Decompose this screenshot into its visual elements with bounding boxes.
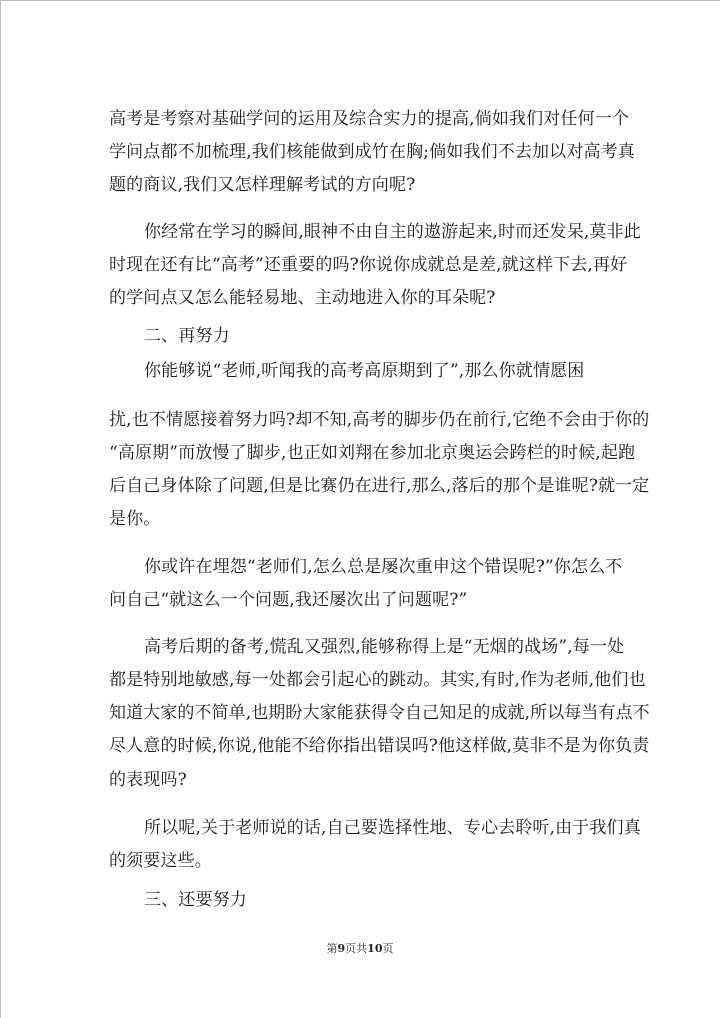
footer-prefix: 第 bbox=[326, 942, 338, 955]
section-heading-3: 三、还要努力 bbox=[144, 890, 247, 910]
paragraph-4-line-3: 后自己身体除了问题,但是比赛仍在进行,那么,落后的那个是谁呢?就一定 bbox=[109, 476, 650, 496]
paragraph-1-line-1: 高考是考察对基础学问的运用及综合实力的提高,倘如我们对任何一个 bbox=[109, 109, 630, 129]
paragraph-2-line-3: 的学问点又怎么能轻易地、主动地进入你的耳朵呢? bbox=[109, 288, 496, 308]
footer-page-number: 9 bbox=[337, 942, 346, 955]
paragraph-3-line-1: 你能够说“老师,听闻我的高考高原期到了”,那么你就情愿困 bbox=[144, 361, 585, 381]
paragraph-4-line-2: “高原期”而放慢了脚步,也正如刘翔在参加北京奥运会跨栏的时候,起跑 bbox=[109, 443, 636, 463]
page-border-top bbox=[0, 0, 720, 1]
paragraph-2-line-1: 你经常在学习的瞬间,眼神不由自主的遨游起来,时而还发呆,莫非此 bbox=[144, 222, 641, 242]
paragraph-7-line-2: 的须要这些。 bbox=[109, 851, 212, 871]
paragraph-5-line-2: 问自己“就这么一个问题,我还屡次出了问题呢?” bbox=[109, 590, 468, 610]
paragraph-6-line-1: 高考后期的备考,慌乱又强烈,能够称得上是“无烟的战场”,每一处 bbox=[144, 637, 625, 657]
section-heading-2: 二、再努力 bbox=[144, 326, 230, 346]
paragraph-2-line-2: 时现在还有比“高考”还重要的吗?你说你成就总是差,就这样下去,再好 bbox=[109, 255, 628, 275]
paragraph-1-line-2: 学问点都不加梳理,我们核能做到成竹在胸;倘如我们不去加以对高考真 bbox=[109, 142, 635, 162]
paragraph-7-line-1: 所以呢,关于老师说的话,自己要选择性地、专心去聆听,由于我们真 bbox=[144, 818, 641, 838]
page-footer bbox=[0, 941, 720, 957]
paragraph-1-line-3: 题的商议,我们又怎样理解考试的方向呢? bbox=[109, 175, 416, 195]
footer-middle: 页共 bbox=[345, 942, 368, 955]
footer-suffix: 页 bbox=[382, 942, 394, 955]
paragraph-6-line-2: 都是特别地敏感,每一处都会引起心的跳动。其实,有时,作为老师,他们也 bbox=[109, 670, 646, 690]
paragraph-6-line-4: 尽人意的时候,你说,他能不给你指出错误吗?他这样做,莫非不是为你负责 bbox=[109, 736, 650, 756]
paragraph-4-line-1: 扰,也不情愿接着努力吗?却不知,高考的脚步仍在前行,它绝不会由于你的 bbox=[109, 410, 650, 430]
paragraph-5-line-1: 你或许在埋怨“老师们,怎么总是屡次重申这个错误呢?”你怎么不 bbox=[144, 557, 623, 577]
paragraph-6-line-3: 知道大家的不简单,也期盼大家能获得令自己知足的成就,所以每当有点不 bbox=[109, 703, 650, 723]
footer-total-pages: 10 bbox=[367, 942, 383, 955]
paragraph-6-line-5: 的表现吗? bbox=[109, 770, 187, 790]
paragraph-4-line-4: 是你。 bbox=[109, 509, 161, 529]
page-border-left bbox=[0, 0, 1, 1018]
